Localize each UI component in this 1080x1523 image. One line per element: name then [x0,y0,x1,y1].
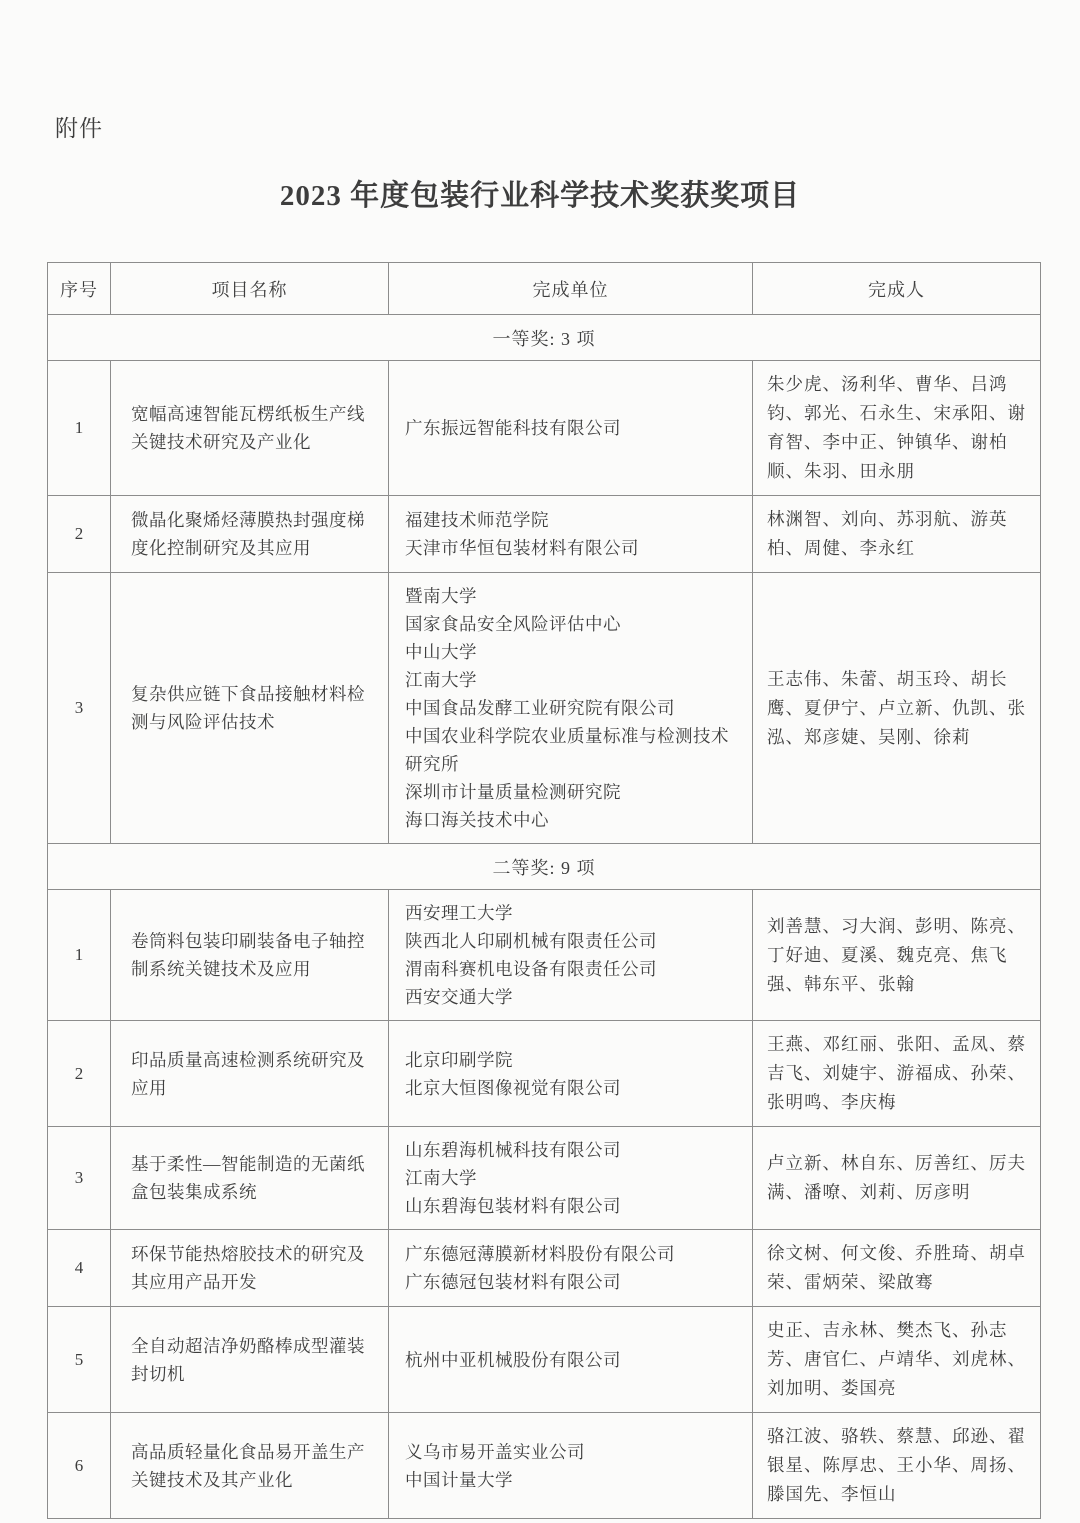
completing-people: 王志伟、朱蕾、胡玉玲、胡长鹰、夏伊宁、卢立新、仇凯、张泓、郑彦婕、吴刚、徐莉 [753,573,1041,844]
unit-line: 义乌市易开盖实业公司 [405,1441,585,1462]
column-header-no: 序号 [48,263,111,315]
completing-units [389,573,753,844]
table-row [48,890,1041,1021]
row-number: 4 [48,1230,111,1307]
table-header-row [48,263,1041,315]
unit-line: 中国计量大学 [405,1469,513,1490]
completing-units [389,1413,753,1519]
completing-units [389,1127,753,1230]
unit-line: 中山大学 [405,642,477,662]
table-row [48,573,1041,844]
unit-line: 西安理工大学 [405,903,513,923]
unit-line: 深圳市计量质量检测研究院 [405,782,621,802]
table-row [48,1230,1041,1307]
completing-units [389,496,753,573]
row-number: 2 [48,1021,111,1127]
unit-line: 杭州中亚机械股份有限公司 [405,1349,621,1370]
row-number: 6 [48,1413,111,1519]
row-number: 2 [48,496,111,573]
project-name: 高品质轻量化食品易开盖生产关键技术及其产业化 [111,1413,389,1519]
project-name: 环保节能热熔胶技术的研究及其应用产品开发 [111,1230,389,1307]
column-header-units: 完成单位 [389,263,753,315]
completing-people: 徐文树、何文俊、乔胜琦、胡卓荣、雷炳荣、梁啟骞 [753,1230,1041,1307]
project-name: 全自动超洁净奶酪棒成型灌装封切机 [111,1307,389,1413]
project-name: 复杂供应链下食品接触材料检测与风险评估技术 [111,573,389,844]
column-header-people: 完成人 [753,263,1041,315]
unit-line: 海口海关技术中心 [405,810,549,830]
unit-line: 中国食品发酵工业研究院有限公司 [405,698,675,718]
project-name: 印品质量高速检测系统研究及应用 [111,1021,389,1127]
unit-line: 北京大恒图像视觉有限公司 [405,1077,621,1098]
project-name: 微晶化聚烯烃薄膜热封强度梯度化控制研究及其应用 [111,496,389,573]
unit-line: 渭南科赛机电设备有限责任公司 [405,959,657,979]
section-row-1 [48,315,1041,361]
section-label: 一等奖: 3 项 [48,315,1041,361]
completing-people: 王燕、邓红丽、张阳、孟凤、蔡吉飞、刘婕宇、游福成、孙荣、张明鸣、李庆梅 [753,1021,1041,1127]
project-name: 基于柔性—智能制造的无菌纸盒包装集成系统 [111,1127,389,1230]
unit-line: 中国农业科学院农业质量标准与检测技术研究所 [405,726,729,774]
row-number: 5 [48,1307,111,1413]
completing-units [389,1230,753,1307]
row-number: 1 [48,361,111,496]
completing-units [389,361,753,496]
unit-line: 广东德冠薄膜新材料股份有限公司 [405,1244,675,1264]
unit-line: 天津市华恒包装材料有限公司 [405,538,639,558]
completing-people: 卢立新、林自东、厉善红、厉夫满、潘嘹、刘莉、厉彦明 [753,1127,1041,1230]
unit-line: 北京印刷学院 [405,1049,513,1070]
unit-line: 国家食品安全风险评估中心 [405,614,621,634]
table-row [48,361,1041,496]
completing-units [389,1021,753,1127]
completing-people: 朱少虎、汤利华、曹华、吕鸿钧、郭光、石永生、宋承阳、谢育智、李中正、钟镇华、谢柏顺、朱羽、田永朋 [753,361,1041,496]
table-row [48,496,1041,573]
table-row [48,1127,1041,1230]
unit-line: 西安交通大学 [405,987,513,1007]
completing-people: 史正、吉永林、樊杰飞、孙志芳、唐官仁、卢靖华、刘虎林、刘加明、娄国亮 [753,1307,1041,1413]
unit-line: 山东碧海包装材料有限公司 [405,1196,621,1216]
row-number: 1 [48,890,111,1021]
unit-line: 暨南大学 [405,586,477,606]
completing-units [389,890,753,1021]
page-title: 2023 年度包装行业科学技术奖获奖项目 [279,180,801,212]
section-label: 二等奖: 9 项 [48,844,1041,890]
table-row [48,1021,1041,1127]
table-row [48,1307,1041,1413]
row-number: 3 [48,1127,111,1230]
unit-line: 山东碧海机械科技有限公司 [405,1140,621,1160]
completing-people: 林渊智、刘向、苏羽航、游英柏、周健、李永红 [753,496,1041,573]
attachment-label: 附件 [55,116,103,141]
project-name: 宽幅高速智能瓦楞纸板生产线关键技术研究及产业化 [111,361,389,496]
completing-units [389,1307,753,1413]
completing-people: 刘善慧、习大润、彭明、陈亮、丁好迪、夏溪、魏克亮、焦飞强、韩东平、张翰 [753,890,1041,1021]
awards-table [47,262,1041,1519]
unit-line: 广东振远智能科技有限公司 [405,418,621,438]
section-row-2 [48,844,1041,890]
unit-line: 江南大学 [405,1168,477,1188]
unit-line: 福建技术师范学院 [405,510,549,530]
row-number: 3 [48,573,111,844]
table-row [48,1413,1041,1519]
unit-line: 江南大学 [405,670,477,690]
unit-line: 陕西北人印刷机械有限责任公司 [405,931,657,951]
completing-people: 骆江波、骆轶、蔡慧、邱逊、翟银星、陈厚忠、王小华、周扬、滕国先、李恒山 [753,1413,1041,1519]
unit-line: 广东德冠包装材料有限公司 [405,1272,621,1292]
column-header-project: 项目名称 [111,263,389,315]
project-name: 卷筒料包装印刷装备电子轴控制系统关键技术及应用 [111,890,389,1021]
